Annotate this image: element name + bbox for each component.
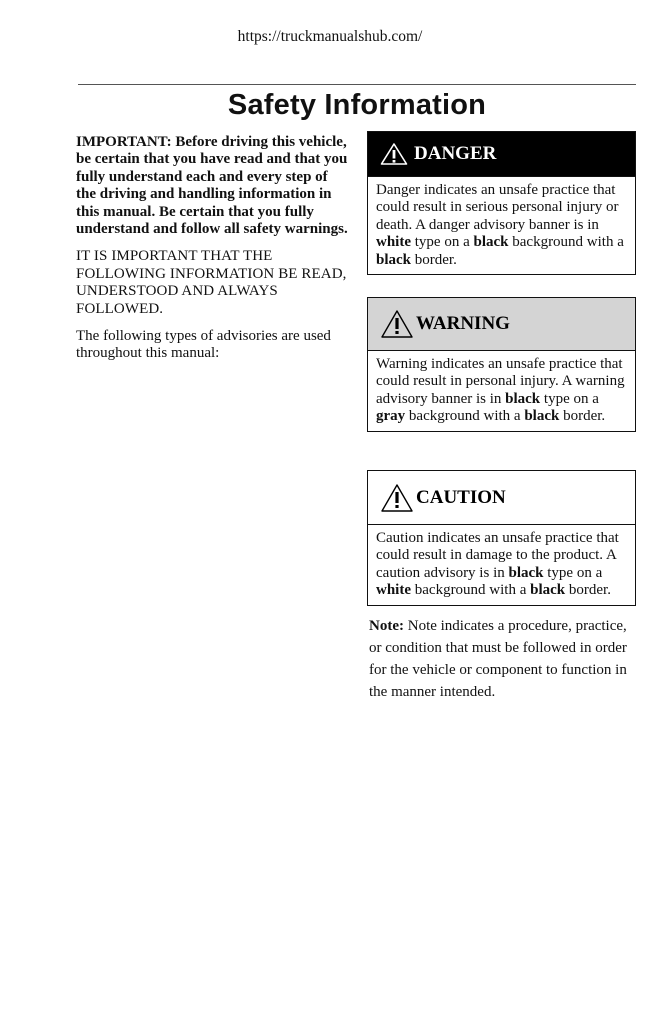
important-paragraph: IMPORTANT: Before driving this vehicle, be certain that you have read and that you fully understand each and every step of the driving and handling information in this manual. Be certain that you fully understand and follow all safety warnings. [76,134,348,238]
warning-triangle-icon [380,483,414,513]
caps-paragraph: IT IS IMPORTANT THAT THE FOLLOWING INFORMATION BE READ, UNDERSTOOD AND ALWAYS FOLLOWED. [76,248,347,317]
left-column [76,134,348,373]
note-text: Note indicates a procedure, practice, or condition that must be followed in order for the vehicle or component to function in the manner intended. [369,618,627,700]
caution-description: Caution indicates an unsafe practice that could result in damage to the product. A caution advisory is in black type on a white background with a black border. [376,530,619,599]
caution-label: CAUTION [416,486,506,508]
danger-label: DANGER [414,143,497,164]
note-label: Note: [369,618,404,634]
danger-description: Danger indicates an unsafe practice that could result in serious personal injury or death. A danger advisory banner is in white type on a black background with a black border. [376,182,624,268]
page-title: Safety Information [227,89,487,121]
note-paragraph [369,615,641,703]
header-divider [78,84,636,85]
caution-banner [368,471,635,525]
warning-description: Warning indicates an unsafe practice that could result in personal injury. A warning advisory banner is in black type on a gray background with a black border. [376,356,625,425]
caution-advisory [367,470,636,606]
warning-banner [368,298,635,351]
warning-label: WARNING [416,313,510,334]
warning-advisory [367,297,636,432]
intro-paragraph: The following types of advisories are used throughout this manual: [76,328,331,362]
danger-advisory [367,131,636,275]
danger-banner [368,132,635,177]
source-url[interactable]: https://truckmanualshub.com/ [237,28,423,45]
warning-triangle-icon [380,309,414,339]
warning-triangle-icon [380,142,408,166]
